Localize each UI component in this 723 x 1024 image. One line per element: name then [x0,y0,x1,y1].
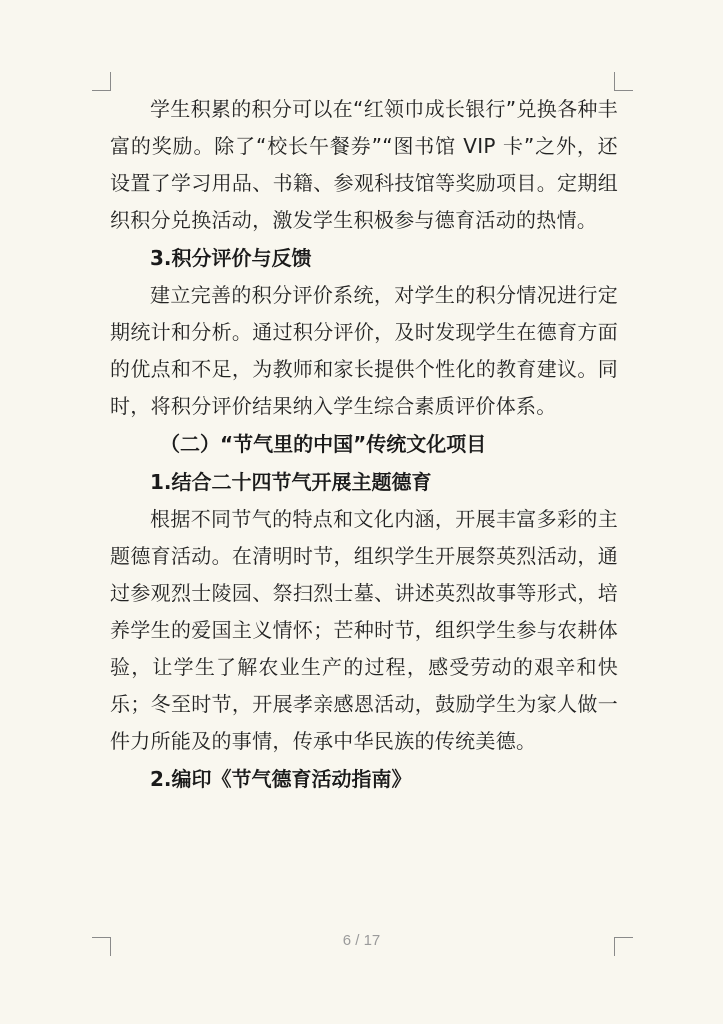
page-content [110,91,618,798]
body-paragraph-2: 建立完善的积分评价系统，对学生的积分情况进行定期统计和分析。通过积分评价，及时发现学生在德育方面的优点和不足，为教师和家长提供个性化的教育建议。同时，将积分评价结果纳入学生综合素质评价体系。 [110,283,618,418]
subheading-3: 3.积分评价与反馈 [150,246,312,270]
subheading-1: 1.结合二十四节气开展主题德育 [150,470,432,494]
crop-mark-top-left [92,72,111,91]
page-number: 6 / 17 [342,932,381,949]
body-paragraph-3: 根据不同节气的特点和文化内涵，开展丰富多彩的主题德育活动。在清明时节，组织学生开展祭英烈活动，通过参观烈士陵园、祭扫烈士墓、讲述英烈故事等形式，培养学生的爱国主义情怀；芒种时节，组织学生参与农耕体验，让学生了解农业生产的过程，感受劳动的艰辛和快乐；冬至时节，开展孝亲感恩活动，鼓励学生为家人做一件力所能及的事情，传承中华民族的传统美德。 [110,507,618,753]
section-heading: （二）“节气里的中国”传统文化项目 [160,432,487,456]
body-paragraph-1: 学生积累的积分可以在“红领巾成长银行”兑换各种丰富的奖励。除了“校长午餐券”“图书馆 VIP 卡”之外，还设置了学习用品、书籍、参观科技馆等奖励项目。定期组织积分兑换活动，激发学生积极参与德育活动的热情。 [110,97,618,232]
subheading-2: 2.编印《节气德育活动指南》 [150,767,412,791]
crop-mark-top-right [614,72,633,91]
